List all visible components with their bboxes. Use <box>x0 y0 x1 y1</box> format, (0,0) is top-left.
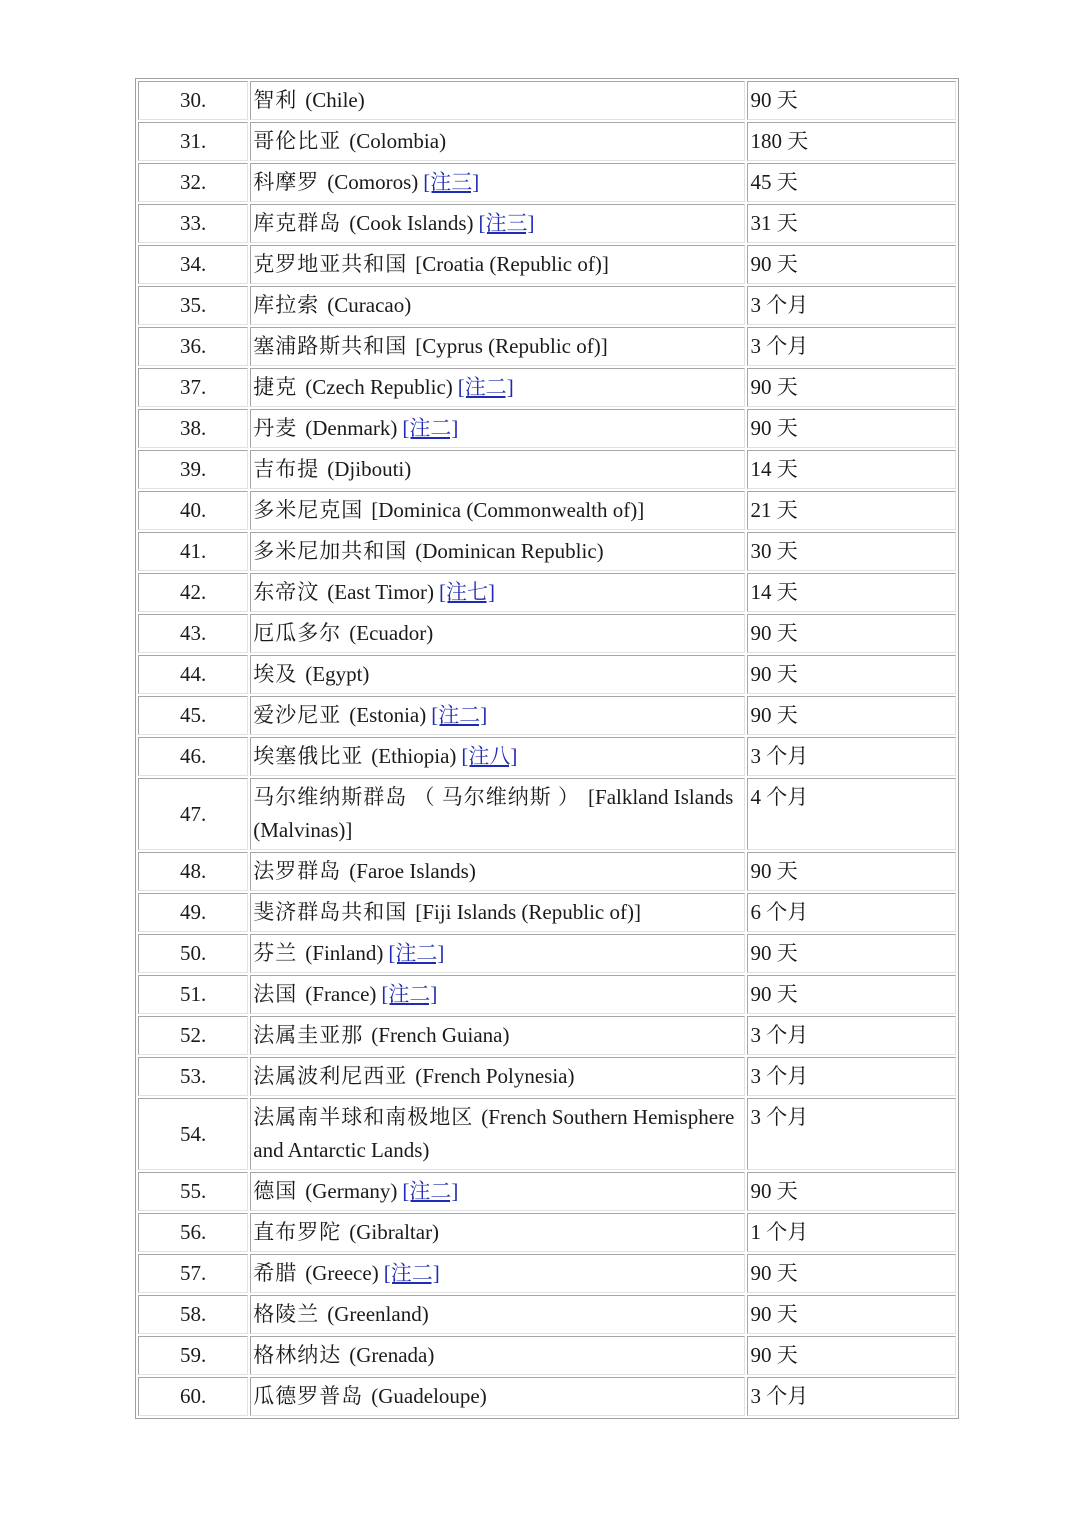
row-number: 33. <box>138 204 248 243</box>
row-number: 57. <box>138 1254 248 1293</box>
country-name-zh: 东帝汶 <box>253 580 320 604</box>
country-name-zh: 马尔维纳斯群岛 （ 马尔维纳斯 ） <box>253 785 581 809</box>
table-row <box>138 893 956 932</box>
country-name-cell <box>250 204 745 243</box>
country-name-zh: 希腊 <box>253 1261 298 1285</box>
table-row <box>138 286 956 325</box>
row-number: 30. <box>138 81 248 120</box>
row-number: 32. <box>138 163 248 202</box>
country-name-en: (Chile) <box>305 88 365 112</box>
stay-duration: 90 天 <box>747 81 956 120</box>
stay-duration: 90 天 <box>747 1172 956 1211</box>
row-number: 50. <box>138 934 248 973</box>
country-name-en: (Cook Islands) <box>349 211 474 235</box>
country-name-zh: 库克群岛 <box>253 211 342 235</box>
country-name-cell <box>250 1213 745 1252</box>
country-name-en: [Cyprus (Republic of)] <box>415 334 608 358</box>
country-name-zh: 塞浦路斯共和国 <box>253 334 408 358</box>
visa-free-country-table <box>135 78 959 1419</box>
stay-duration: 90 天 <box>747 975 956 1014</box>
stay-duration: 3 个月 <box>747 1098 956 1170</box>
table-row <box>138 975 956 1014</box>
footnote-link[interactable]: [注二] <box>388 941 445 965</box>
stay-duration: 1 个月 <box>747 1213 956 1252</box>
country-name-en: (Gibraltar) <box>349 1220 440 1244</box>
country-name-cell <box>250 409 745 448</box>
country-name-cell <box>250 1057 745 1096</box>
row-number: 41. <box>138 532 248 571</box>
stay-duration: 3 个月 <box>747 1377 956 1416</box>
country-name-cell <box>250 1295 745 1334</box>
table-row <box>138 368 956 407</box>
row-number: 44. <box>138 655 248 694</box>
country-name-zh: 厄瓜多尔 <box>253 621 342 645</box>
country-name-cell <box>250 573 745 612</box>
country-name-cell <box>250 122 745 161</box>
country-name-cell <box>250 655 745 694</box>
country-name-zh: 瓜德罗普岛 <box>253 1384 364 1408</box>
table-row <box>138 934 956 973</box>
stay-duration: 90 天 <box>747 655 956 694</box>
footnote-link[interactable]: [注八] <box>461 744 518 768</box>
table-row <box>138 1172 956 1211</box>
country-name-cell <box>250 737 745 776</box>
country-name-en: (Greece) <box>305 1261 379 1285</box>
country-name-cell <box>250 450 745 489</box>
stay-duration: 14 天 <box>747 573 956 612</box>
stay-duration: 45 天 <box>747 163 956 202</box>
table-row <box>138 1377 956 1416</box>
country-name-en: (Djibouti) <box>327 457 412 481</box>
row-number: 45. <box>138 696 248 735</box>
country-name-zh: 克罗地亚共和国 <box>253 252 408 276</box>
country-name-cell <box>250 1336 745 1375</box>
country-name-zh: 法国 <box>253 982 298 1006</box>
country-name-cell <box>250 975 745 1014</box>
country-name-en: [Falkland Islands (Malvinas)] <box>253 785 734 842</box>
country-name-en: (Finland) <box>305 941 384 965</box>
country-name-zh: 多米尼加共和国 <box>253 539 408 563</box>
country-name-zh: 吉布提 <box>253 457 320 481</box>
country-name-cell <box>250 1098 745 1170</box>
stay-duration: 4 个月 <box>747 778 956 850</box>
country-name-en: (French Southern Hemisphere and Antarctic Lands) <box>253 1105 735 1162</box>
country-name-en: (Grenada) <box>349 1343 435 1367</box>
country-name-cell <box>250 1172 745 1211</box>
country-name-en: (Egypt) <box>305 662 370 686</box>
stay-duration: 31 天 <box>747 204 956 243</box>
stay-duration: 180 天 <box>747 122 956 161</box>
country-name-cell <box>250 368 745 407</box>
country-name-en: [Fiji Islands (Republic of)] <box>415 900 641 924</box>
stay-duration: 90 天 <box>747 245 956 284</box>
country-name-cell <box>250 532 745 571</box>
country-name-cell <box>250 696 745 735</box>
row-number: 34. <box>138 245 248 284</box>
footnote-link[interactable]: [注二] <box>381 982 438 1006</box>
country-name-en: (Colombia) <box>349 129 447 153</box>
country-name-cell <box>250 893 745 932</box>
stay-duration: 90 天 <box>747 934 956 973</box>
country-name-zh: 法罗群岛 <box>253 859 342 883</box>
table-row <box>138 778 956 850</box>
row-number: 58. <box>138 1295 248 1334</box>
footnote-link[interactable]: [注七] <box>439 580 496 604</box>
row-number: 52. <box>138 1016 248 1055</box>
table-row <box>138 122 956 161</box>
table-row <box>138 409 956 448</box>
country-name-en: (France) <box>305 982 377 1006</box>
country-name-cell <box>250 778 745 850</box>
stay-duration: 90 天 <box>747 1336 956 1375</box>
country-name-cell <box>250 163 745 202</box>
country-name-zh: 埃及 <box>253 662 298 686</box>
table-row <box>138 1336 956 1375</box>
row-number: 39. <box>138 450 248 489</box>
table-row <box>138 245 956 284</box>
row-number: 47. <box>138 778 248 850</box>
country-name-en: [Dominica (Commonwealth of)] <box>371 498 645 522</box>
row-number: 48. <box>138 852 248 891</box>
footnote-link[interactable]: [注二] <box>457 375 514 399</box>
country-name-zh: 智利 <box>253 88 298 112</box>
table-row <box>138 573 956 612</box>
country-name-zh: 芬兰 <box>253 941 298 965</box>
country-name-cell <box>250 1377 745 1416</box>
row-number: 37. <box>138 368 248 407</box>
country-name-cell <box>250 245 745 284</box>
row-number: 36. <box>138 327 248 366</box>
country-name-cell <box>250 1254 745 1293</box>
table-row <box>138 204 956 243</box>
stay-duration: 14 天 <box>747 450 956 489</box>
country-name-en: (Estonia) <box>349 703 427 727</box>
table-row <box>138 696 956 735</box>
country-name-en: (French Polynesia) <box>415 1064 575 1088</box>
row-number: 49. <box>138 893 248 932</box>
table-row <box>138 532 956 571</box>
table-row <box>138 1213 956 1252</box>
table-row <box>138 1254 956 1293</box>
country-name-en: (Czech Republic) <box>305 375 453 399</box>
country-name-zh: 法属南半球和南极地区 <box>253 1105 474 1129</box>
row-number: 51. <box>138 975 248 1014</box>
country-name-en: (Ethiopia) <box>371 744 457 768</box>
country-name-zh: 格陵兰 <box>253 1302 320 1326</box>
stay-duration: 30 天 <box>747 532 956 571</box>
footnote-link[interactable]: [注三] <box>423 170 480 194</box>
country-name-zh: 多米尼克国 <box>253 498 364 522</box>
row-number: 55. <box>138 1172 248 1211</box>
table-row <box>138 491 956 530</box>
country-name-en: (French Guiana) <box>371 1023 510 1047</box>
country-name-zh: 哥伦比亚 <box>253 129 342 153</box>
country-name-zh: 库拉索 <box>253 293 320 317</box>
table-row <box>138 737 956 776</box>
country-name-zh: 科摩罗 <box>253 170 320 194</box>
country-name-en: (Ecuador) <box>349 621 434 645</box>
stay-duration: 21 天 <box>747 491 956 530</box>
country-name-en: [Croatia (Republic of)] <box>415 252 609 276</box>
row-number: 42. <box>138 573 248 612</box>
table-row <box>138 1098 956 1170</box>
country-name-cell <box>250 934 745 973</box>
row-number: 59. <box>138 1336 248 1375</box>
country-name-en: (Germany) <box>305 1179 398 1203</box>
country-name-zh: 埃塞俄比亚 <box>253 744 364 768</box>
stay-duration: 90 天 <box>747 409 956 448</box>
country-name-cell <box>250 852 745 891</box>
stay-duration: 3 个月 <box>747 286 956 325</box>
stay-duration: 6 个月 <box>747 893 956 932</box>
row-number: 53. <box>138 1057 248 1096</box>
country-name-zh: 丹麦 <box>253 416 298 440</box>
footnote-link[interactable]: [注二] <box>402 416 459 440</box>
country-name-en: (Curacao) <box>327 293 412 317</box>
row-number: 46. <box>138 737 248 776</box>
table-row <box>138 852 956 891</box>
row-number: 31. <box>138 122 248 161</box>
stay-duration: 3 个月 <box>747 1057 956 1096</box>
country-name-en: (Greenland) <box>327 1302 429 1326</box>
country-name-cell <box>250 491 745 530</box>
row-number: 38. <box>138 409 248 448</box>
row-number: 35. <box>138 286 248 325</box>
table-row <box>138 1057 956 1096</box>
country-name-en: (Guadeloupe) <box>371 1384 487 1408</box>
country-name-zh: 法属波利尼西亚 <box>253 1064 408 1088</box>
row-number: 43. <box>138 614 248 653</box>
country-name-zh: 斐济群岛共和国 <box>253 900 408 924</box>
table-row <box>138 614 956 653</box>
footnote-link[interactable]: [注三] <box>478 211 535 235</box>
table-row <box>138 1016 956 1055</box>
footnote-link[interactable]: [注二] <box>402 1179 459 1203</box>
country-name-cell <box>250 327 745 366</box>
country-name-zh: 格林纳达 <box>253 1343 342 1367</box>
country-name-zh: 法属圭亚那 <box>253 1023 364 1047</box>
stay-duration: 90 天 <box>747 368 956 407</box>
country-name-en: (Dominican Republic) <box>415 539 604 563</box>
country-name-cell <box>250 1016 745 1055</box>
country-name-cell <box>250 81 745 120</box>
row-number: 40. <box>138 491 248 530</box>
table-body <box>138 81 956 1416</box>
stay-duration: 3 个月 <box>747 1016 956 1055</box>
country-name-en: (Faroe Islands) <box>349 859 476 883</box>
country-name-zh: 爱沙尼亚 <box>253 703 342 727</box>
stay-duration: 90 天 <box>747 614 956 653</box>
row-number: 56. <box>138 1213 248 1252</box>
country-name-cell <box>250 286 745 325</box>
table-row <box>138 81 956 120</box>
table-row <box>138 655 956 694</box>
stay-duration: 90 天 <box>747 1254 956 1293</box>
table-row <box>138 163 956 202</box>
country-name-en: (Denmark) <box>305 416 398 440</box>
country-name-zh: 捷克 <box>253 375 298 399</box>
country-name-en: (East Timor) <box>327 580 435 604</box>
country-name-en: (Comoros) <box>327 170 419 194</box>
country-name-cell <box>250 614 745 653</box>
footnote-link[interactable]: [注二] <box>431 703 488 727</box>
stay-duration: 90 天 <box>747 696 956 735</box>
row-number: 60. <box>138 1377 248 1416</box>
country-name-zh: 德国 <box>253 1179 298 1203</box>
country-name-zh: 直布罗陀 <box>253 1220 342 1244</box>
stay-duration: 90 天 <box>747 852 956 891</box>
table-row <box>138 327 956 366</box>
table-row <box>138 450 956 489</box>
table-row <box>138 1295 956 1334</box>
stay-duration: 3 个月 <box>747 737 956 776</box>
stay-duration: 90 天 <box>747 1295 956 1334</box>
row-number: 54. <box>138 1098 248 1170</box>
footnote-link[interactable]: [注二] <box>383 1261 440 1285</box>
stay-duration: 3 个月 <box>747 327 956 366</box>
